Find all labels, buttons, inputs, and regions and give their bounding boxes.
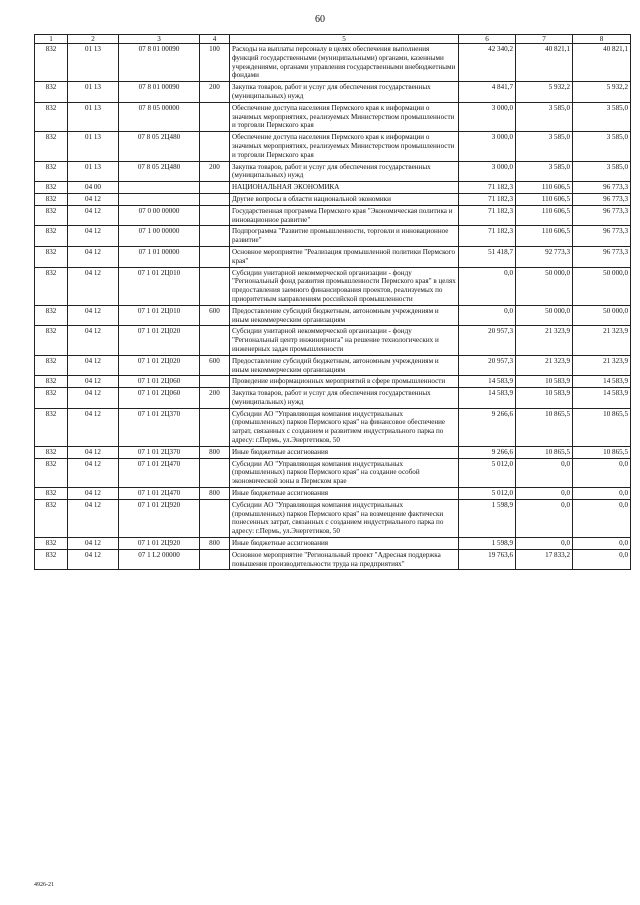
section-code-cell: 04 12 xyxy=(68,267,119,305)
ministry-code-cell: 832 xyxy=(35,488,68,500)
amount-year2-cell: 10 865,5 xyxy=(516,408,573,446)
ministry-code-cell: 832 xyxy=(35,538,68,550)
expense-type-cell xyxy=(200,376,230,388)
table-row xyxy=(35,499,631,537)
amount-year1-cell: 1 598,9 xyxy=(459,499,516,537)
description-cell: Проведение информационных мероприятий в сфере промышленности xyxy=(230,376,459,388)
ministry-code-cell: 832 xyxy=(35,458,68,487)
amount-year3-cell: 96 773,3 xyxy=(573,193,631,205)
document-code: 4926-21 xyxy=(34,882,54,888)
amount-year1-cell: 4 841,7 xyxy=(459,82,516,103)
section-code-cell: 04 12 xyxy=(68,549,119,570)
amount-year3-cell: 3 585,0 xyxy=(573,102,631,131)
amount-year1-cell: 71 182,3 xyxy=(459,182,516,194)
target-article-cell: 07 8 01 00090 xyxy=(119,82,200,103)
ministry-code-cell: 832 xyxy=(35,326,68,355)
amount-year1-cell: 14 583,9 xyxy=(459,376,516,388)
table-row xyxy=(35,388,631,409)
description-cell: Иные бюджетные ассигнования xyxy=(230,538,459,550)
section-code-cell: 04 12 xyxy=(68,538,119,550)
expense-type-cell xyxy=(200,326,230,355)
description-cell: Субсидии АО "Управляющая компания индустриальных (промышленных) парков Пермского края" на создание особой экономической зоны в Пермском крае xyxy=(230,458,459,487)
ministry-code-cell: 832 xyxy=(35,388,68,409)
ministry-code-cell: 832 xyxy=(35,408,68,446)
amount-year1-cell: 71 182,3 xyxy=(459,193,516,205)
target-article-cell: 07 1 01 2Ц060 xyxy=(119,388,200,409)
target-article-cell: 07 1 01 2Ц470 xyxy=(119,488,200,500)
expense-type-cell: 600 xyxy=(200,305,230,326)
target-article-cell: 07 1 01 2Ц470 xyxy=(119,458,200,487)
ministry-code-cell: 832 xyxy=(35,246,68,267)
amount-year2-cell: 0,0 xyxy=(516,488,573,500)
amount-year3-cell: 40 821,1 xyxy=(573,44,631,82)
ministry-code-cell: 832 xyxy=(35,44,68,82)
table-row xyxy=(35,326,631,355)
ministry-code-cell: 832 xyxy=(35,132,68,161)
section-code-cell: 04 12 xyxy=(68,355,119,376)
expense-type-cell: 100 xyxy=(200,44,230,82)
amount-year2-cell: 40 821,1 xyxy=(516,44,573,82)
target-article-cell: 07 1 01 2Ц020 xyxy=(119,355,200,376)
ministry-code-cell: 832 xyxy=(35,355,68,376)
amount-year3-cell: 21 323,9 xyxy=(573,326,631,355)
section-code-cell: 04 12 xyxy=(68,246,119,267)
section-code-cell: 04 12 xyxy=(68,226,119,247)
amount-year1-cell: 0,0 xyxy=(459,305,516,326)
section-code-cell: 04 12 xyxy=(68,326,119,355)
amount-year1-cell: 3 000,0 xyxy=(459,102,516,131)
description-cell: Иные бюджетные ассигнования xyxy=(230,488,459,500)
target-article-cell: 07 1 01 2Ц010 xyxy=(119,305,200,326)
table-row xyxy=(35,82,631,103)
target-article-cell: 07 1 00 00000 xyxy=(119,226,200,247)
amount-year2-cell: 10 583,9 xyxy=(516,376,573,388)
amount-year3-cell: 96 773,3 xyxy=(573,205,631,226)
expense-type-cell: 200 xyxy=(200,161,230,182)
amount-year3-cell: 10 865,5 xyxy=(573,446,631,458)
ministry-code-cell: 832 xyxy=(35,161,68,182)
amount-year1-cell: 42 340,2 xyxy=(459,44,516,82)
table-row xyxy=(35,44,631,82)
amount-year3-cell: 10 865,5 xyxy=(573,408,631,446)
expense-type-cell xyxy=(200,205,230,226)
amount-year2-cell: 0,0 xyxy=(516,499,573,537)
amount-year1-cell: 5 012,0 xyxy=(459,458,516,487)
amount-year3-cell: 14 583,9 xyxy=(573,376,631,388)
amount-year2-cell: 50 000,0 xyxy=(516,267,573,305)
target-article-cell: 07 1 01 00000 xyxy=(119,246,200,267)
target-article-cell: 07 8 01 00090 xyxy=(119,44,200,82)
amount-year1-cell: 5 012,0 xyxy=(459,488,516,500)
table-row xyxy=(35,305,631,326)
expense-type-cell: 800 xyxy=(200,446,230,458)
ministry-code-cell: 832 xyxy=(35,193,68,205)
target-article-cell: 07 1 01 2Ц060 xyxy=(119,376,200,388)
description-cell: НАЦИОНАЛЬНАЯ ЭКОНОМИКА xyxy=(230,182,459,194)
amount-year3-cell: 21 323,9 xyxy=(573,355,631,376)
section-code-cell: 04 12 xyxy=(68,446,119,458)
description-cell: Государственная программа Пермского края "Экономическая политика и инновационное развитие" xyxy=(230,205,459,226)
section-code-cell: 01 13 xyxy=(68,44,119,82)
amount-year1-cell: 71 182,3 xyxy=(459,226,516,247)
target-article-cell: 07 1 01 2Ц010 xyxy=(119,267,200,305)
amount-year2-cell: 17 833,2 xyxy=(516,549,573,570)
ministry-code-cell: 832 xyxy=(35,102,68,131)
amount-year2-cell: 0,0 xyxy=(516,458,573,487)
column-number: 5 xyxy=(230,35,459,44)
description-cell: Субсидии унитарной некоммерческой организации - фонду "Региональный центр инжиниринга" на решение технологических и инженерных задач промышленности xyxy=(230,326,459,355)
amount-year1-cell: 3 000,0 xyxy=(459,132,516,161)
table-row xyxy=(35,226,631,247)
ministry-code-cell: 832 xyxy=(35,446,68,458)
target-article-cell: 07 8 05 00000 xyxy=(119,102,200,131)
amount-year2-cell: 110 606,5 xyxy=(516,226,573,247)
amount-year3-cell: 96 773,3 xyxy=(573,226,631,247)
section-code-cell: 04 12 xyxy=(68,458,119,487)
page-number: 60 xyxy=(315,14,325,25)
amount-year3-cell: 14 583,9 xyxy=(573,388,631,409)
table-row xyxy=(35,458,631,487)
amount-year3-cell: 50 000,0 xyxy=(573,305,631,326)
expense-type-cell xyxy=(200,458,230,487)
ministry-code-cell: 832 xyxy=(35,267,68,305)
target-article-cell: 07 8 05 2Ц480 xyxy=(119,161,200,182)
amount-year3-cell: 96 773,3 xyxy=(573,182,631,194)
target-article-cell xyxy=(119,193,200,205)
amount-year2-cell: 3 585,0 xyxy=(516,102,573,131)
amount-year1-cell: 51 418,7 xyxy=(459,246,516,267)
expense-type-cell xyxy=(200,182,230,194)
table-row xyxy=(35,408,631,446)
section-code-cell: 04 12 xyxy=(68,488,119,500)
column-number: 1 xyxy=(35,35,68,44)
section-code-cell: 01 13 xyxy=(68,132,119,161)
table-row xyxy=(35,161,631,182)
table-row xyxy=(35,376,631,388)
column-number-row xyxy=(35,35,631,44)
target-article-cell: 07 1 L2 00000 xyxy=(119,549,200,570)
column-number: 4 xyxy=(200,35,230,44)
amount-year2-cell: 21 323,9 xyxy=(516,355,573,376)
description-cell: Предоставление субсидий бюджетным, автономным учреждениям и иным некоммерческим организациям xyxy=(230,355,459,376)
expense-type-cell: 200 xyxy=(200,82,230,103)
table-row xyxy=(35,132,631,161)
amount-year3-cell: 0,0 xyxy=(573,549,631,570)
description-cell: Закупка товаров, работ и услуг для обеспечения государственных (муниципальных) нужд xyxy=(230,388,459,409)
description-cell: Субсидии АО "Управляющая компания индустриальных (промышленных) парков Пермского края" на финансовое обеспечение затрат, связанных с созданием и развитием индустриального парка по адресу: г.Пермь, ул.Энергетиков, 50 xyxy=(230,408,459,446)
amount-year1-cell: 9 266,6 xyxy=(459,446,516,458)
table-row xyxy=(35,446,631,458)
table-row xyxy=(35,549,631,570)
section-code-cell: 04 12 xyxy=(68,193,119,205)
ministry-code-cell: 832 xyxy=(35,305,68,326)
section-code-cell: 01 13 xyxy=(68,82,119,103)
amount-year2-cell: 110 606,5 xyxy=(516,182,573,194)
target-article-cell: 07 1 01 2Ц370 xyxy=(119,408,200,446)
table-row xyxy=(35,102,631,131)
ministry-code-cell: 832 xyxy=(35,182,68,194)
ministry-code-cell: 832 xyxy=(35,549,68,570)
expense-type-cell xyxy=(200,267,230,305)
amount-year2-cell: 3 585,0 xyxy=(516,132,573,161)
table-row xyxy=(35,538,631,550)
ministry-code-cell: 832 xyxy=(35,82,68,103)
amount-year2-cell: 50 000,0 xyxy=(516,305,573,326)
expense-type-cell: 600 xyxy=(200,355,230,376)
description-cell: Подпрограмма "Развитие промышленности, торговли и инновационное развитие" xyxy=(230,226,459,247)
section-code-cell: 04 12 xyxy=(68,305,119,326)
target-article-cell: 07 0 00 00000 xyxy=(119,205,200,226)
column-number: 2 xyxy=(68,35,119,44)
amount-year2-cell: 21 323,9 xyxy=(516,326,573,355)
amount-year1-cell: 14 583,9 xyxy=(459,388,516,409)
table-row xyxy=(35,488,631,500)
section-code-cell: 04 00 xyxy=(68,182,119,194)
table-row xyxy=(35,182,631,194)
expense-type-cell xyxy=(200,499,230,537)
amount-year2-cell: 110 606,5 xyxy=(516,205,573,226)
target-article-cell xyxy=(119,182,200,194)
table-row xyxy=(35,205,631,226)
description-cell: Закупка товаров, работ и услуг для обеспечения государственных (муниципальных) нужд xyxy=(230,82,459,103)
section-code-cell: 04 12 xyxy=(68,376,119,388)
amount-year2-cell: 92 773,3 xyxy=(516,246,573,267)
description-cell: Иные бюджетные ассигнования xyxy=(230,446,459,458)
ministry-code-cell: 832 xyxy=(35,376,68,388)
amount-year3-cell: 50 000,0 xyxy=(573,267,631,305)
description-cell: Другие вопросы в области национальной экономики xyxy=(230,193,459,205)
table-row xyxy=(35,193,631,205)
target-article-cell: 07 8 05 2Ц480 xyxy=(119,132,200,161)
expense-type-cell xyxy=(200,246,230,267)
description-cell: Обеспечение доступа населения Пермского края к информации о значимых мероприятиях, реализуемых Министерством промышленности и торговли Пермского края xyxy=(230,102,459,131)
amount-year1-cell: 20 957,3 xyxy=(459,355,516,376)
ministry-code-cell: 832 xyxy=(35,226,68,247)
description-cell: Закупка товаров, работ и услуг для обеспечения государственных (муниципальных) нужд xyxy=(230,161,459,182)
target-article-cell: 07 1 01 2Ц020 xyxy=(119,326,200,355)
description-cell: Основное мероприятие "Региональный проект "Адресная поддержка повышения производительности труда на предприятиях" xyxy=(230,549,459,570)
amount-year1-cell: 0,0 xyxy=(459,267,516,305)
amount-year3-cell: 3 585,0 xyxy=(573,161,631,182)
table-row xyxy=(35,355,631,376)
expense-type-cell: 800 xyxy=(200,488,230,500)
expense-type-cell xyxy=(200,549,230,570)
target-article-cell: 07 1 01 2Ц920 xyxy=(119,538,200,550)
amount-year1-cell: 9 266,6 xyxy=(459,408,516,446)
expense-type-cell xyxy=(200,132,230,161)
amount-year3-cell: 0,0 xyxy=(573,458,631,487)
expense-type-cell xyxy=(200,226,230,247)
amount-year3-cell: 3 585,0 xyxy=(573,132,631,161)
expense-type-cell: 800 xyxy=(200,538,230,550)
amount-year3-cell: 0,0 xyxy=(573,538,631,550)
amount-year3-cell: 5 932,2 xyxy=(573,82,631,103)
amount-year2-cell: 0,0 xyxy=(516,538,573,550)
description-cell: Расходы на выплаты персоналу в целях обеспечения выполнения функций государственными (муниципальными) органами, казенными учреждениями, органами управления государственными внебюджетными фондами xyxy=(230,44,459,82)
table-row xyxy=(35,246,631,267)
column-number: 7 xyxy=(516,35,573,44)
column-number: 3 xyxy=(119,35,200,44)
column-number: 8 xyxy=(573,35,631,44)
expense-type-cell xyxy=(200,193,230,205)
amount-year3-cell: 0,0 xyxy=(573,488,631,500)
expense-type-cell xyxy=(200,408,230,446)
target-article-cell: 07 1 01 2Ц920 xyxy=(119,499,200,537)
amount-year1-cell: 1 598,9 xyxy=(459,538,516,550)
expense-type-cell: 200 xyxy=(200,388,230,409)
description-cell: Субсидии АО "Управляющая компания индустриальных (промышленных) парков Пермского края" на возмещение фактически понесенных затрат, связанных с созданием индустриального парка по адресу: г.Пермь, ул.Энергетиков, 50 xyxy=(230,499,459,537)
budget-table xyxy=(34,34,631,570)
description-cell: Обеспечение доступа населения Пермского края к информации о значимых мероприятиях, реализуемых Министерством промышленности и торговли Пермского края xyxy=(230,132,459,161)
amount-year2-cell: 5 932,2 xyxy=(516,82,573,103)
amount-year1-cell: 71 182,3 xyxy=(459,205,516,226)
amount-year3-cell: 0,0 xyxy=(573,499,631,537)
section-code-cell: 04 12 xyxy=(68,388,119,409)
section-code-cell: 01 13 xyxy=(68,161,119,182)
table-row xyxy=(35,267,631,305)
column-number: 6 xyxy=(459,35,516,44)
amount-year3-cell: 96 773,3 xyxy=(573,246,631,267)
description-cell: Предоставление субсидий бюджетным, автономным учреждениям и иным некоммерческим организациям xyxy=(230,305,459,326)
amount-year1-cell: 19 763,6 xyxy=(459,549,516,570)
amount-year1-cell: 3 000,0 xyxy=(459,161,516,182)
ministry-code-cell: 832 xyxy=(35,499,68,537)
description-cell: Субсидии унитарной некоммерческой организации - фонду "Региональный фонд развития промышленности Пермского края" в целях предоставления заемного финансирования проектов, реализуемых по приоритетным направлениям российской промышленности xyxy=(230,267,459,305)
description-cell: Основное мероприятие "Реализация промышленной политики Пермского края" xyxy=(230,246,459,267)
section-code-cell: 01 13 xyxy=(68,102,119,131)
amount-year2-cell: 3 585,0 xyxy=(516,161,573,182)
amount-year1-cell: 20 957,3 xyxy=(459,326,516,355)
ministry-code-cell: 832 xyxy=(35,205,68,226)
amount-year2-cell: 110 606,5 xyxy=(516,193,573,205)
amount-year2-cell: 10 583,9 xyxy=(516,388,573,409)
target-article-cell: 07 1 01 2Ц370 xyxy=(119,446,200,458)
section-code-cell: 04 12 xyxy=(68,499,119,537)
amount-year2-cell: 10 865,5 xyxy=(516,446,573,458)
section-code-cell: 04 12 xyxy=(68,408,119,446)
section-code-cell: 04 12 xyxy=(68,205,119,226)
expense-type-cell xyxy=(200,102,230,131)
